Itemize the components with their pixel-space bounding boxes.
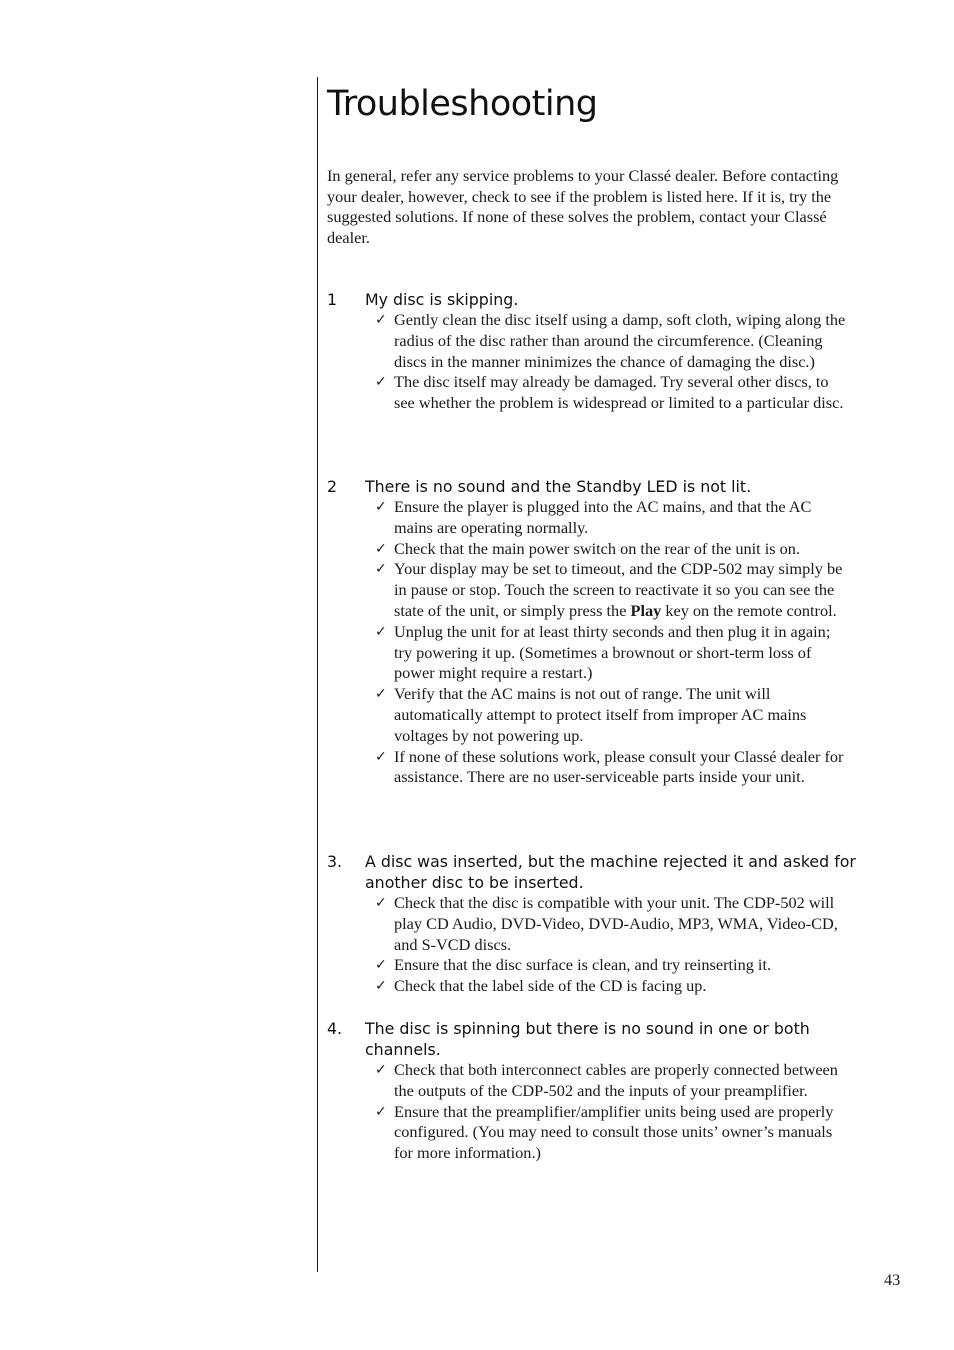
list-item: ✓ Ensure that the disc surface is clean, and try reinserting it. bbox=[375, 955, 772, 975]
page-number: 43 bbox=[884, 1270, 901, 1289]
section-heading-text: A disc was inserted, but the machine rejected it and asked for another disc to be inserted. bbox=[365, 852, 856, 892]
list-item: ✓ Ensure the player is plugged into the AC mains, and that the AC mains are operating normally. bbox=[375, 497, 812, 537]
checkmark-icon: ✓ bbox=[375, 748, 387, 765]
section-number: 3. bbox=[327, 852, 343, 871]
section-heading bbox=[327, 1018, 882, 1060]
checkmark-icon: ✓ bbox=[375, 374, 387, 391]
list-item: ✓ Check that both interconnect cables are properly connected between the outputs of the CDP-502 and the inputs of your preamplifier. bbox=[375, 1060, 838, 1100]
solution-list bbox=[327, 1060, 882, 1164]
checkmark-icon: ✓ bbox=[375, 561, 387, 578]
section-heading-text: My disc is skipping. bbox=[365, 290, 519, 309]
list-item: ✓ Check that the label side of the CD is facing up. bbox=[375, 976, 707, 996]
margin-rule bbox=[317, 77, 318, 1272]
section-2 bbox=[327, 476, 882, 788]
checkmark-icon: ✓ bbox=[375, 1062, 387, 1078]
list-item: ✓ Gently clean the disc itself using a damp, soft cloth, wiping along the radius of the disc rather than around the circumference. (Cleaning discs in the manner minimizes the chance of damaging the disc.) bbox=[375, 310, 846, 371]
checkmark-icon: ✓ bbox=[375, 623, 387, 640]
section-number: 4. bbox=[327, 1019, 343, 1038]
section-heading bbox=[327, 289, 882, 310]
checkmark-icon: ✓ bbox=[375, 540, 387, 557]
list-item: ✓ If none of these solutions work, please consult your Classé dealer for assistance. There are no user-serviceable parts inside your unit. bbox=[375, 746, 844, 787]
section-number: 2 bbox=[327, 477, 338, 496]
checkmark-icon: ✓ bbox=[375, 978, 387, 995]
list-item: ✓ Verify that the AC mains is not out of range. The unit will automatically attempt to protect itself from improper AC mains voltages by not powering up. bbox=[375, 684, 807, 745]
checkmark-icon: ✓ bbox=[375, 1103, 387, 1120]
list-item: ✓ Ensure that the preamplifier/amplifier units being used are properly configured. (You may need to consult those units’ owner’s manuals for more information.) bbox=[375, 1101, 834, 1163]
solution-list bbox=[327, 497, 882, 788]
play-key-label: Play bbox=[630, 600, 662, 620]
list-item: ✓ Unplug the unit for at least thirty seconds and then plug it in again; try powering it up. (Sometimes a brownout or short-term loss of power might require a restart.) bbox=[375, 621, 831, 683]
list-item: ✓ Check that the main power switch on the rear of the unit is on. bbox=[375, 538, 801, 558]
solution-list bbox=[327, 310, 882, 414]
checkmark-icon: ✓ bbox=[375, 686, 387, 703]
section-4 bbox=[327, 1018, 882, 1164]
section-1 bbox=[327, 289, 882, 414]
section-heading-text: There is no sound and the Standby LED is not lit. bbox=[365, 477, 752, 496]
checkmark-icon: ✓ bbox=[375, 499, 387, 515]
checkmark-icon: ✓ bbox=[375, 895, 387, 911]
section-3 bbox=[327, 851, 882, 997]
list-item: ✓ Check that the disc is compatible with your unit. The CDP-502 will play CD Audio, DVD-Video, DVD-Audio, MP3, WMA, Video-CD, and S-VCD discs. bbox=[375, 893, 838, 954]
checkmark-icon: ✓ bbox=[375, 957, 387, 974]
page-title: Troubleshooting bbox=[327, 84, 598, 124]
list-item: ✓ The disc itself may already be damaged. Try several other discs, to see whether the problem is widespread or limited to a particular disc. bbox=[375, 372, 844, 413]
intro-paragraph: In general, refer any service problems to your Classé dealer. Before contacting your dealer, however, check to see if the problem is listed here. If it is, try the suggested solutions. If none of these solves the problem, contact your Classé dealer. bbox=[327, 166, 839, 248]
section-heading bbox=[327, 851, 882, 893]
checkmark-icon: ✓ bbox=[375, 312, 387, 328]
section-heading-text: The disc is spinning but there is no sound in one or both channels. bbox=[365, 1019, 810, 1059]
section-number: 1 bbox=[327, 290, 338, 309]
list-item: ✓ Your display may be set to timeout, and the CDP-502 may simply be in pause or stop. Touch the screen to reactivate it so you can see the state of the unit, or simply press the Play key on the remote control. bbox=[375, 559, 843, 620]
section-heading bbox=[327, 476, 882, 497]
solution-list bbox=[327, 893, 882, 997]
